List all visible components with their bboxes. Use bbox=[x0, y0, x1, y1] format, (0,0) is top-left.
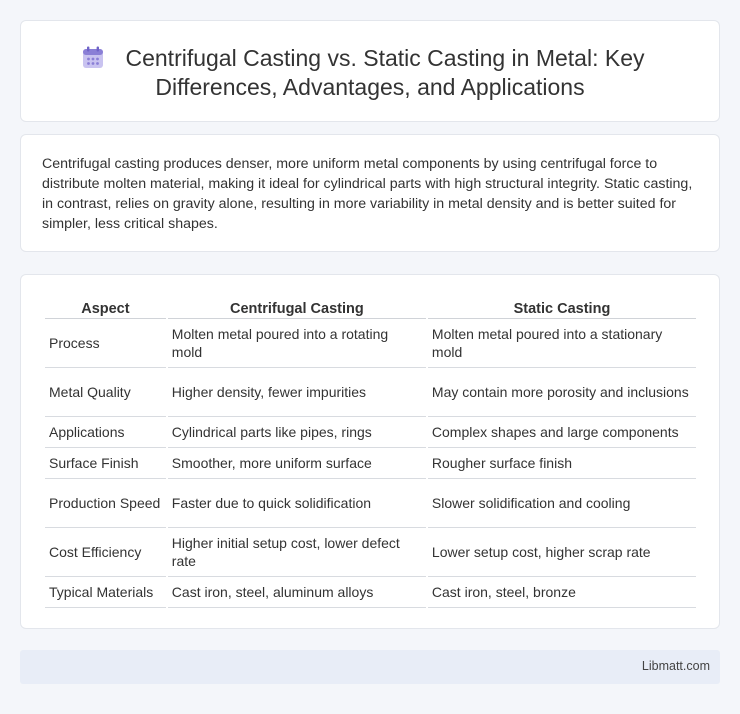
row-static: Cast iron, steel, bronze bbox=[428, 577, 696, 608]
row-centrifugal: Molten metal poured into a rotating mold bbox=[168, 319, 426, 368]
comparison-table bbox=[43, 297, 698, 608]
row-aspect: Typical Materials bbox=[45, 577, 166, 608]
comparison-card bbox=[20, 274, 720, 629]
row-centrifugal: Smoother, more uniform surface bbox=[168, 448, 426, 479]
row-centrifugal: Cylindrical parts like pipes, rings bbox=[168, 417, 426, 448]
row-static: May contain more porosity and inclusions bbox=[428, 368, 696, 417]
table-row bbox=[45, 368, 696, 417]
header-centrifugal: Centrifugal Casting bbox=[168, 297, 426, 319]
summary-card bbox=[20, 134, 720, 252]
row-centrifugal: Faster due to quick solidification bbox=[168, 479, 426, 528]
row-aspect: Production Speed bbox=[45, 479, 166, 528]
row-static: Rougher surface finish bbox=[428, 448, 696, 479]
row-centrifugal: Higher initial setup cost, lower defect rate bbox=[168, 528, 426, 577]
row-aspect: Surface Finish bbox=[45, 448, 166, 479]
row-static: Slower solidification and cooling bbox=[428, 479, 696, 528]
row-aspect: Cost Efficiency bbox=[45, 528, 166, 577]
footer-brand[interactable]: Libmatt.com bbox=[641, 659, 710, 673]
title-card bbox=[20, 20, 720, 122]
row-aspect: Applications bbox=[45, 417, 166, 448]
summary-text: Centrifugal casting produces denser, more uniform metal components by using centrifugal force to distribute molten material, making it ideal for cylindrical parts with high structural integrity. Static casting, in contrast, relies on gravity alone, resulting in more variability in metal density and is better suited for simpler, less critical shapes. bbox=[42, 156, 693, 232]
table-row bbox=[45, 479, 696, 528]
page-title bbox=[21, 44, 719, 102]
table-row bbox=[45, 448, 696, 479]
row-aspect: Metal Quality bbox=[45, 368, 166, 417]
row-static: Lower setup cost, higher scrap rate bbox=[428, 528, 696, 577]
row-static: Complex shapes and large components bbox=[428, 417, 696, 448]
header-static: Static Casting bbox=[428, 297, 696, 319]
row-centrifugal: Higher density, fewer impurities bbox=[168, 368, 426, 417]
table-row bbox=[45, 319, 696, 368]
row-aspect: Process bbox=[45, 319, 166, 368]
footer bbox=[20, 650, 720, 684]
table-header-row bbox=[45, 297, 696, 319]
row-static: Molten metal poured into a stationary mold bbox=[428, 319, 696, 368]
title-line-1: Centrifugal Casting vs. Static Casting in Metal: Key bbox=[125, 45, 645, 71]
table-row bbox=[45, 577, 696, 608]
row-centrifugal: Cast iron, steel, aluminum alloys bbox=[168, 577, 426, 608]
table-row bbox=[45, 417, 696, 448]
table-row bbox=[45, 528, 696, 577]
title-line-2: Differences, Advantages, and Applications bbox=[155, 74, 585, 100]
header-aspect: Aspect bbox=[45, 297, 166, 319]
